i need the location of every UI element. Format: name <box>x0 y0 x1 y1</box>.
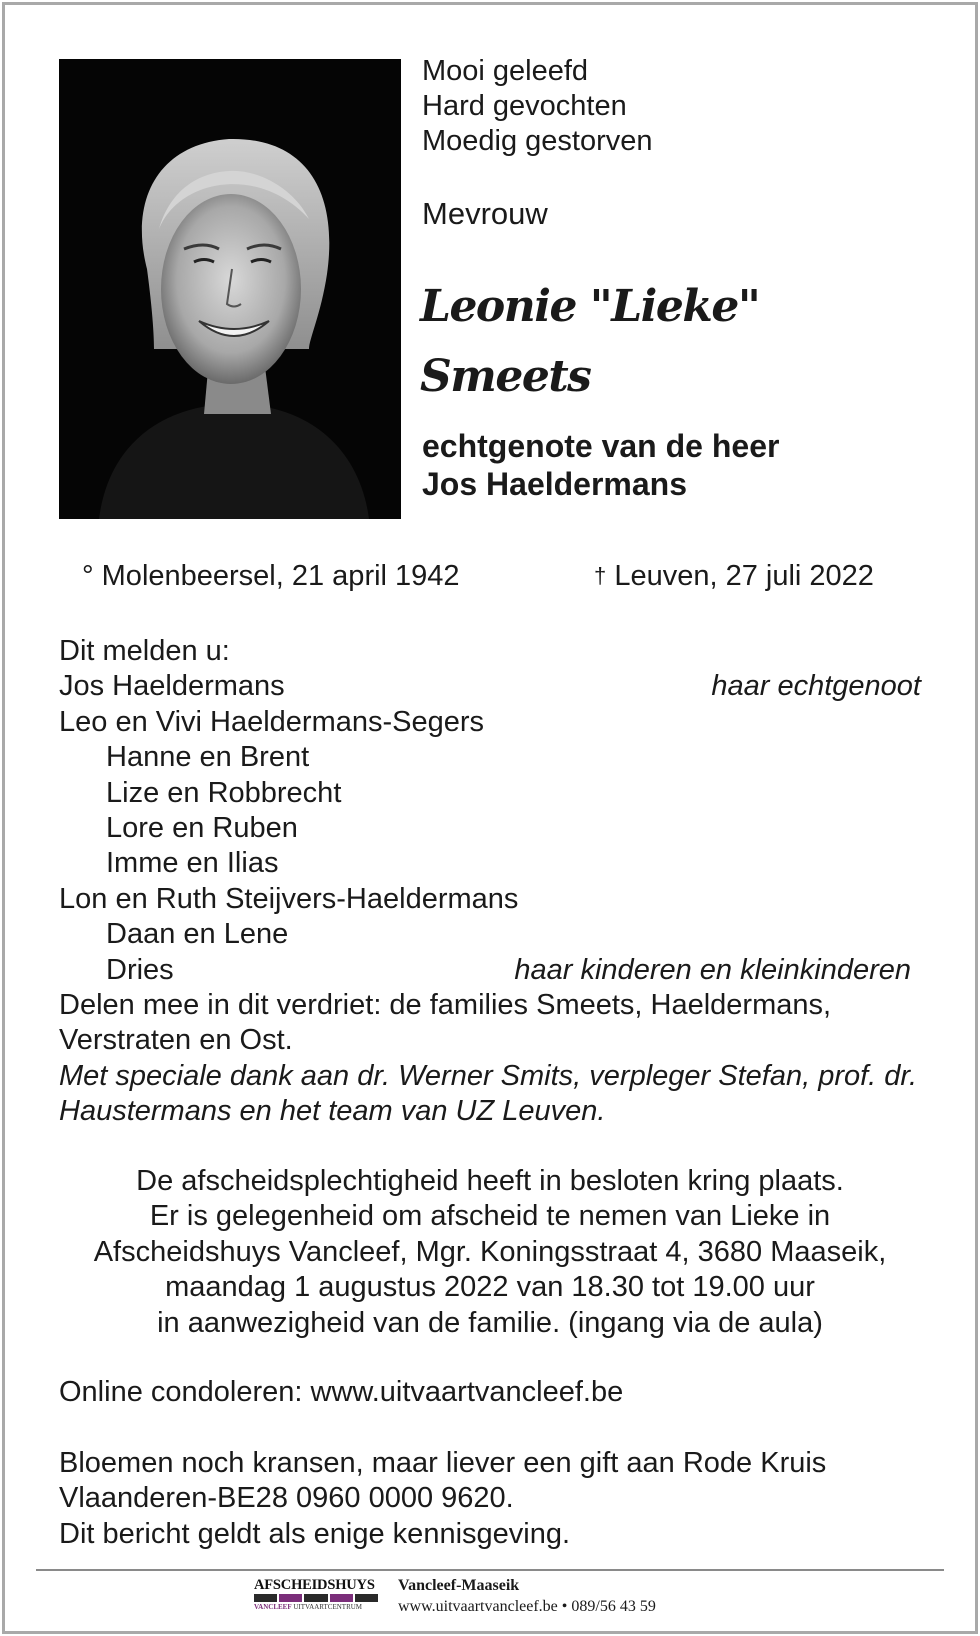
family-member: Dries <box>106 953 174 986</box>
note-line: Dit bericht geldt als enige kennisgeving. <box>59 1517 571 1550</box>
logo-bars <box>254 1594 380 1602</box>
contact-line: www.uitvaartvancleef.be • 089/56 43 59 <box>398 1598 656 1615</box>
logo-brand: VANCLEEF <box>254 1603 292 1611</box>
ceremony-line: De afscheidsplechtigheid heeft in besloten kring plaats. <box>136 1165 844 1197</box>
online-condolence: Online condoleren: www.uitvaartvancleef.be <box>59 1376 624 1408</box>
list-item: Imme en Ilias <box>106 847 279 880</box>
list-item: Lon en Ruth Steijvers-Haeldermans <box>59 882 519 915</box>
motto-line: Hard gevochten <box>422 90 627 122</box>
logo-bar <box>330 1594 353 1602</box>
motto <box>422 54 653 159</box>
funeral-home-contact <box>398 1576 656 1618</box>
ceremony-info <box>59 1164 921 1341</box>
spouse-line: Jos Haeldermans <box>422 466 688 502</box>
donation-note <box>59 1446 826 1552</box>
family-member: Jos Haeldermans <box>59 670 285 703</box>
relation-label: haar kinderen en kleinkinderen <box>514 953 911 986</box>
ceremony-line: in aanwezigheid van de familie. (ingang via de aula) <box>157 1306 823 1339</box>
footer-divider <box>36 1569 944 1571</box>
name-line: Smeets <box>420 351 591 402</box>
portrait-photo <box>59 59 401 519</box>
announcement-intro: Dit melden u: <box>59 635 230 667</box>
birth-info: ° Molenbeersel, 21 april 1942 <box>82 560 460 592</box>
logo-bar <box>355 1594 378 1602</box>
honorific: Mevrouw <box>422 196 548 231</box>
cross-icon: † <box>594 563 607 588</box>
logo-bar <box>304 1594 327 1602</box>
motto-line: Mooi geleefd <box>422 55 589 87</box>
relation-label: haar echtgenoot <box>711 670 921 703</box>
list-item: Lize en Robbrecht <box>106 776 342 809</box>
note-line: Bloemen noch kransen, maar liever een gift aan Rode Kruis <box>59 1447 827 1479</box>
list-item <box>59 953 921 988</box>
sharing-text: Delen mee in dit verdriet: de families Smeets, Haeldermans, Verstraten en Ost. <box>59 988 832 1057</box>
spouse-line: echtgenote van de heer <box>422 428 780 464</box>
list-item: Lore en Ruben <box>106 811 298 844</box>
funeral-home-logo <box>254 1578 380 1612</box>
death-text: Leuven, 27 juli 2022 <box>614 560 874 592</box>
list-item: Daan en Lene <box>106 918 289 951</box>
list-item: Leo en Vivi Haeldermans-Segers <box>59 705 485 738</box>
spouse-info <box>422 427 779 503</box>
logo-bar <box>254 1594 277 1602</box>
deceased-name <box>420 272 759 412</box>
ceremony-line: Afscheidshuys Vancleef, Mgr. Koningsstraat 4, 3680 Maaseik, <box>93 1235 887 1268</box>
company-name: Vancleef-Maaseik <box>398 1577 520 1594</box>
logo-sub: UITVAARTCENTRUM <box>293 1603 363 1611</box>
motto-line: Moedig gestorven <box>422 125 653 157</box>
note-line: Vlaanderen-BE28 0960 0000 9620. <box>59 1482 514 1515</box>
name-line: Leonie "Lieke" <box>420 281 760 332</box>
logo-subtitle <box>254 1602 380 1612</box>
list-item: Hanne en Brent <box>106 741 310 774</box>
logo-title: AFSCHEIDSHUYS <box>254 1577 375 1593</box>
family-announcement <box>59 634 921 1130</box>
list-item <box>59 669 921 704</box>
portrait-illustration <box>59 59 401 519</box>
thanks-text: Met speciale dank aan dr. Werner Smits, verpleger Stefan, prof. dr. Haustermans en het team van UZ Leuven. <box>59 1059 918 1128</box>
death-info <box>594 560 874 593</box>
logo-bar <box>279 1594 302 1602</box>
ceremony-line: maandag 1 augustus 2022 van 18.30 tot 19.00 uur <box>165 1271 815 1304</box>
ceremony-line: Er is gelegenheid om afscheid te nemen van Lieke in <box>149 1200 831 1233</box>
